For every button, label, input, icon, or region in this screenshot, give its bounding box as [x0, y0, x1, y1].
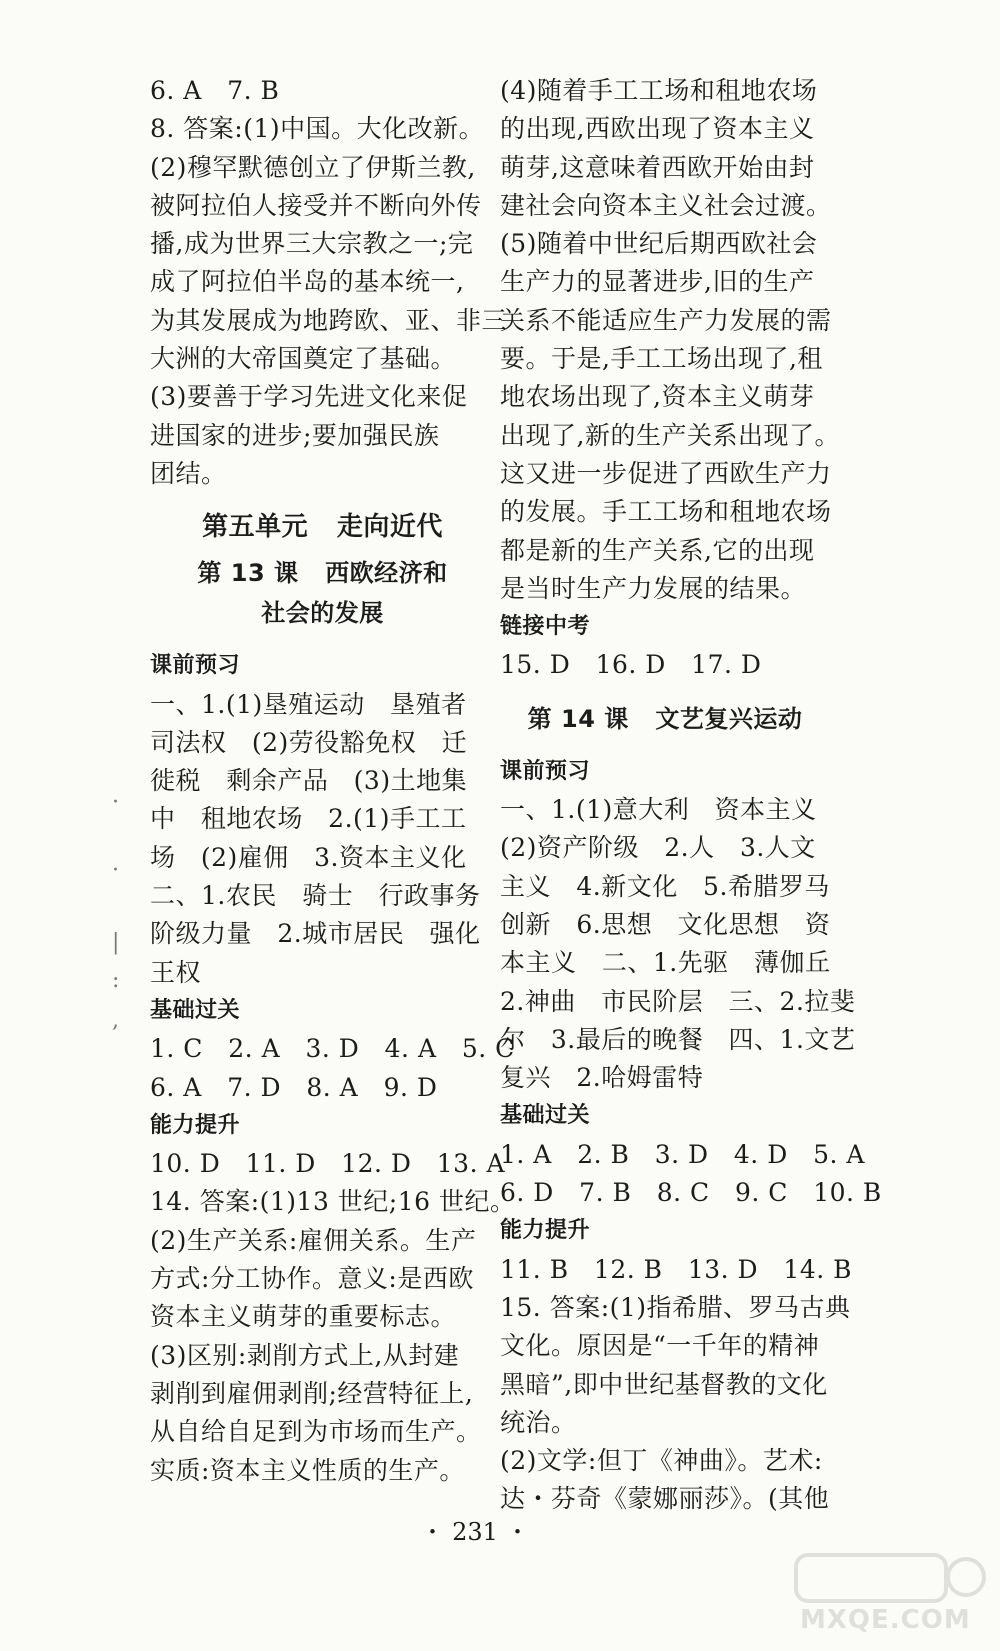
watermark-logo	[790, 1547, 990, 1647]
section-heading: 基础过关	[500, 1103, 591, 1129]
text-line: 剥削到雇佣剥削;经营特征上,	[150, 1378, 474, 1408]
text-line: 这又进一步促进了西欧生产力	[500, 458, 832, 488]
text-line: 方式:分工协作。意义:是西欧	[150, 1264, 474, 1294]
text-line: 生产力的显著进步,旧的生产	[500, 267, 815, 297]
text-line: 11. B 12. B 13. D 14. B	[500, 1254, 852, 1284]
text-line: 出现了,新的生产关系出现了。	[500, 420, 840, 450]
text-line: 阶级力量 2.城市居民 强化	[150, 919, 481, 949]
lesson-title: 社会的发展	[261, 599, 384, 628]
text-line: 14. 答案:(1)13 世纪;16 世纪。	[150, 1187, 516, 1217]
text-line: 团结。	[150, 458, 227, 488]
text-line: 6. A 7. D 8. A 9. D	[150, 1072, 438, 1102]
text-line: 统治。	[500, 1407, 577, 1437]
text-line: 资本主义萌芽的重要标志。	[150, 1302, 457, 1332]
text-line: 二、1.农民 骑士 行政事务	[150, 881, 481, 911]
margin-mark: ·	[112, 790, 119, 815]
text-line: 王权	[150, 957, 202, 987]
margin-mark: |	[112, 930, 120, 955]
text-line: 场 (2)雇佣 3.资本主义化	[150, 842, 467, 872]
text-line: 播,成为世界三大宗教之一;完	[150, 229, 474, 259]
text-line: 复兴 2.哈姆雷特	[500, 1063, 704, 1093]
page-number: ・ 231 ・	[420, 1518, 530, 1546]
watermark-logo-icon	[790, 1547, 990, 1607]
right-column	[500, 72, 882, 1519]
spacer	[500, 685, 830, 699]
section-heading: 基础过关	[150, 997, 241, 1023]
text-line: 徙税 剩余产品 (3)土地集	[150, 766, 468, 796]
text-line: (4)随着手工工场和租地农场	[500, 76, 818, 105]
margin-mark: ,	[112, 1008, 119, 1033]
text-line: 15. D 16. D 17. D	[500, 650, 762, 680]
margin-mark: :	[112, 968, 120, 993]
text-line: 关系不能适应生产力发展的需	[500, 305, 832, 335]
spacer	[500, 739, 830, 753]
text-line: 地农场出现了,资本主义萌芽	[500, 382, 815, 412]
text-line: 6. A 7. B	[150, 76, 280, 105]
text-line: 的出现,西欧出现了资本主义	[500, 114, 815, 144]
text-line: 被阿拉伯人接受并不断向外传	[150, 190, 482, 220]
section-heading: 能力提升	[150, 1112, 241, 1138]
section-heading: 课前预习	[500, 758, 591, 784]
text-line: 是当时生产力发展的结果。	[500, 573, 807, 603]
text-line: 1. A 2. B 3. D 4. D 5. A	[500, 1139, 865, 1169]
text-line: 从自给自足到为市场而生产。	[150, 1417, 482, 1447]
text-line: (2)穆罕默德创立了伊斯兰教,	[150, 152, 476, 182]
left-column	[150, 72, 516, 1490]
text-line: (3)要善于学习先进文化来促	[150, 382, 468, 412]
watermark-text: MXQE.COM	[800, 1605, 971, 1635]
text-line: 达・芬奇《蒙娜丽莎》。(其他	[500, 1484, 830, 1514]
text-line: 进国家的进步;要加强民族	[150, 420, 440, 450]
section-heading: 能力提升	[500, 1218, 591, 1244]
text-line: 一、1.(1)垦殖运动 垦殖者	[150, 689, 467, 719]
text-line: (2)生产关系:雇佣关系。生产	[150, 1225, 477, 1255]
text-line: 萌芽,这意味着西欧开始由封	[500, 152, 815, 182]
text-line: 6. D 7. B 8. C 9. C 10. B	[500, 1178, 882, 1208]
text-line: 1. C 2. A 3. D 4. A 5. C	[150, 1034, 515, 1064]
text-line: 一、1.(1)意大利 资本主义	[500, 795, 817, 825]
lesson-title: 第 13 课 西欧经济和	[197, 559, 448, 588]
text-line: 实质:资本主义性质的生产。	[150, 1455, 465, 1485]
text-line: 都是新的生产关系,它的出现	[500, 535, 815, 565]
text-line: 本主义 二、1.先驱 薄伽丘	[500, 948, 831, 978]
text-line: 15. 答案:(1)指希腊、罗马古典	[500, 1292, 851, 1322]
text-line: 创新 6.思想 文化思想 资	[500, 909, 831, 939]
text-line: 为其发展成为地跨欧、亚、非三	[150, 305, 508, 335]
unit-title: 第五单元 走向近代	[202, 512, 443, 543]
text-line: 主义 4.新文化 5.希腊罗马	[500, 871, 830, 901]
section-heading: 链接中考	[500, 614, 591, 640]
text-line: (5)随着中世纪后期西欧社会	[500, 229, 818, 259]
margin-mark: ·	[112, 858, 119, 883]
text-line: 建社会向资本主义社会过渡。	[500, 190, 832, 220]
text-line: 大洲的大帝国奠定了基础。	[150, 344, 457, 374]
section-heading: 课前预习	[150, 653, 241, 679]
text-line: (2)文学:但丁《神曲》。艺术:	[500, 1446, 823, 1476]
text-line: 尔 3.最后的晚餐 四、1.文艺	[500, 1024, 856, 1054]
text-line: 2.神曲 市民阶层 三、2.拉斐	[500, 986, 856, 1016]
text-line: 10. D 11. D 12. D 13. A	[150, 1149, 506, 1179]
text-line: 中 租地农场 2.(1)手工工	[150, 804, 467, 834]
text-line: 要。于是,手工工场出现了,租	[500, 344, 823, 374]
text-line: 文化。原因是“一千年的精神	[500, 1331, 820, 1361]
text-line: (2)资产阶级 2.人 3.人文	[500, 833, 816, 863]
text-line: 司法权 (2)劳役豁免权 迁	[150, 727, 468, 757]
text-line: 的发展。手工工场和租地农场	[500, 497, 832, 527]
text-line: (3)区别:剥削方式上,从封建	[150, 1340, 460, 1370]
text-line: 成了阿拉伯半岛的基本统一,	[150, 267, 465, 297]
text-line: 黑暗”,即中世纪基督教的文化	[500, 1369, 828, 1399]
spacer	[150, 633, 495, 647]
text-line: 8. 答案:(1)中国。大化改新。	[150, 114, 485, 144]
lesson-title: 第 14 课 文艺复兴运动	[527, 704, 803, 733]
